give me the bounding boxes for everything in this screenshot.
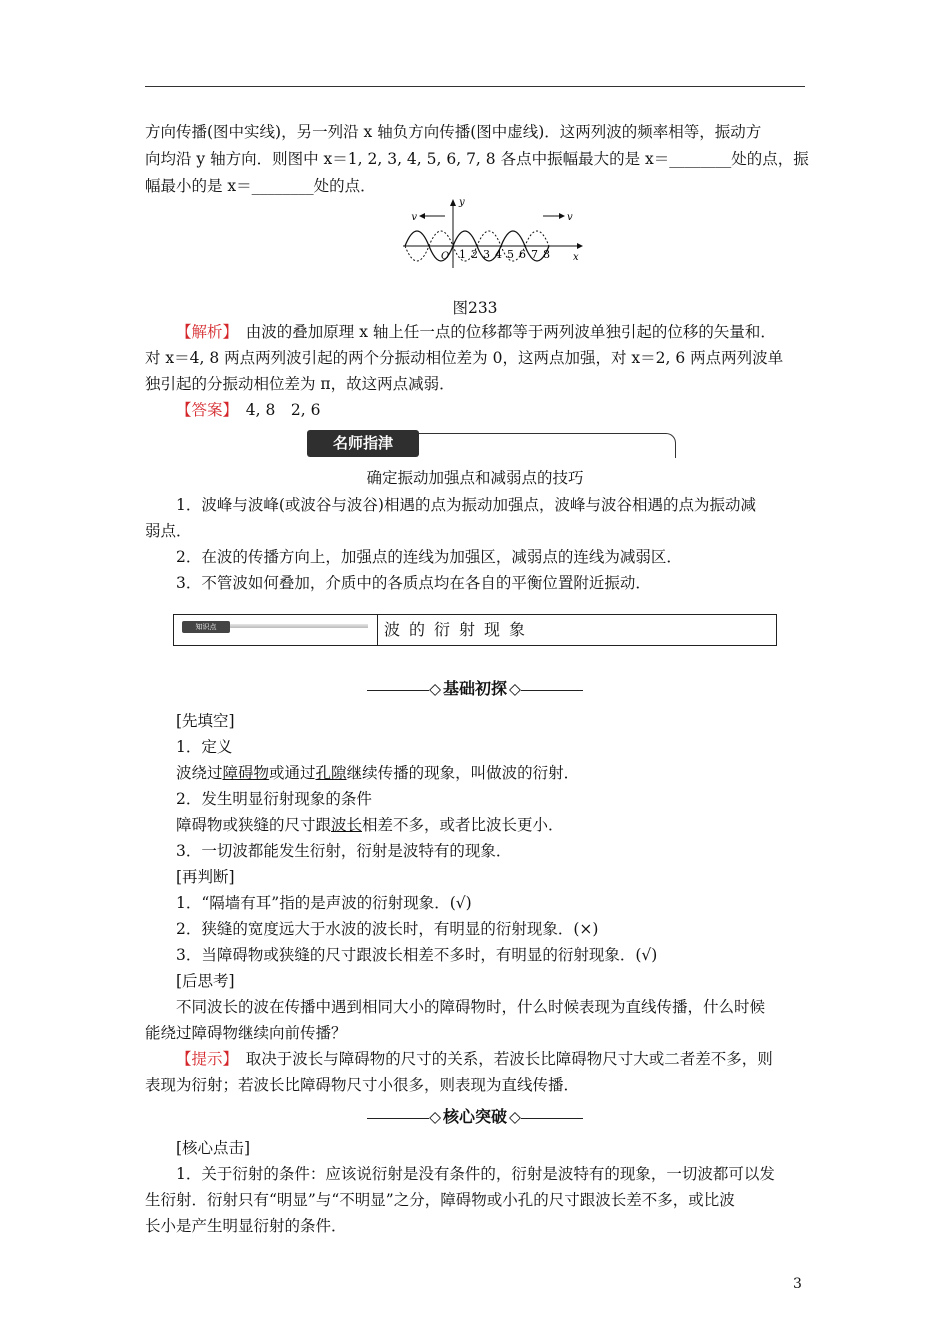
- answer-label: 【答案】: [176, 401, 231, 419]
- v-left-label: v: [411, 212, 417, 223]
- x-axis-label: x: [573, 252, 579, 263]
- hint-line-1: [145, 1047, 838, 1072]
- problem-line-2: 向均沿 y 轴方向．则图中 x＝1, 2, 3, 4, 5, 6, 7, 8 各点中振幅最大的是 x＝________处的点，振: [145, 150, 809, 168]
- analysis-line-1: [145, 320, 838, 345]
- tip-item-1a: 1．波峰与波峰(或波谷与波谷)相遇的点为振动加强点，波峰与波谷相遇的点为振动减: [176, 496, 756, 514]
- problem-line-1: 方向传播(图中实线)，另一列沿 x 轴负方向传播(图中虚线)．这两列波的频率相等，振动方: [145, 123, 762, 141]
- problem-line-3: 幅最小的是 x＝________处的点．: [145, 177, 376, 195]
- knowledge-banner: [173, 614, 777, 646]
- cond-text-b: 相差不多，或者比波长更小．: [362, 816, 564, 834]
- y-axis-label: y: [459, 197, 465, 208]
- page-number: 3: [793, 1276, 802, 1292]
- tick-labels: [459, 248, 550, 261]
- cond-text: [145, 813, 838, 838]
- cond-text-a: 障碍物或狭缝的尺寸跟: [176, 816, 332, 834]
- y-axis-arrow: [450, 199, 456, 206]
- tip-item-2: 2．在波的传播方向上，加强点的连线为加强区，减弱点的连线为减弱区．: [176, 548, 682, 566]
- analysis-label: 【解析】: [176, 323, 231, 341]
- x-axis-arrow: [577, 243, 583, 249]
- judge-1: 1．“隔墙有耳”指的是声波的衍射现象．(√): [176, 894, 472, 912]
- diamond-icon: ◇: [429, 1108, 441, 1126]
- core-header: [核心点击]: [176, 1139, 251, 1157]
- tip-item-3: 3．不管波如何叠加，介质中的各质点均在各自的平衡位置附近振动．: [176, 574, 651, 592]
- core-p1a: 1．关于衍射的条件：应该说衍射是没有条件的，衍射是波特有的现象，一切波都可以发: [176, 1165, 775, 1183]
- heading-dash-right: [521, 1118, 583, 1119]
- basics-item-3: 3．一切波都能发生衍射，衍射是波特有的现象．: [176, 842, 512, 860]
- def-text-b: 或通过: [269, 764, 316, 782]
- hint-label: 【提示】: [176, 1050, 231, 1068]
- knowledge-tag-cell: [174, 615, 378, 645]
- heading-dash-left: [367, 1118, 429, 1119]
- knowledge-tag: 知识点: [182, 621, 230, 633]
- analysis-text-1: 由波的叠加原理 x 轴上任一点的位移都等于两列波单独引起的位移的矢量和．: [245, 323, 776, 341]
- judge-3: 3．当障碍物或狭缝的尺寸跟波长相差不多时，有明显的衍射现象．(√): [176, 946, 658, 964]
- figure-caption: 图233: [452, 299, 498, 317]
- diamond-icon: ◇: [509, 1108, 521, 1126]
- def-title: 1．定义: [176, 738, 233, 756]
- analysis-line-3: 独引起的分振动相位差为 π，故这两点减弱．: [145, 375, 455, 393]
- wave-figure: [395, 196, 595, 270]
- def-underline-1: 障碍物: [222, 764, 270, 782]
- think-a: 不同波长的波在传播中遇到相同大小的障碍物时，什么时候表现为直线传播，什么时候: [176, 998, 766, 1016]
- knowledge-title: 波的衍射现象: [384, 620, 535, 639]
- judge-2: 2．狭缝的宽度远大于水波的波长时，有明显的衍射现象．(×): [176, 920, 599, 938]
- tick-label: 6: [519, 248, 526, 261]
- tick-label: 8: [543, 248, 550, 261]
- left-arrow-head: [419, 213, 425, 219]
- analysis-line-2: 对 x＝4, 8 两点两列波引起的两个分振动相位差为 0，这两点加强，对 x＝2, 6 两点两列波单: [145, 349, 784, 367]
- core-p1c: 长小是产生明显衍射的条件．: [145, 1217, 347, 1235]
- knowledge-bar: [230, 624, 368, 628]
- tick-label: 7: [531, 248, 538, 261]
- judge-header: [再判断]: [176, 868, 235, 886]
- tick-label: 5: [507, 248, 514, 261]
- tip-banner: [307, 430, 677, 460]
- answer-line: [145, 398, 838, 423]
- tick-label: 1: [459, 248, 466, 261]
- header-rule: [145, 86, 805, 87]
- core-heading-text: 核心突破: [442, 1107, 507, 1126]
- hint-text-a: 取决于波长与障碍物的尺寸的关系，若波长比障碍物尺寸大或二者差不多，则: [245, 1050, 773, 1068]
- tip-banner-frame: [419, 433, 676, 458]
- v-right-label: v: [567, 212, 573, 223]
- tip-item-1b: 弱点．: [145, 522, 192, 540]
- heading-dash-left: [367, 690, 429, 691]
- tick-label: 4: [495, 248, 502, 261]
- tip-label: 名师指津: [307, 430, 419, 457]
- diamond-icon: ◇: [509, 680, 521, 698]
- tick-label: 3: [483, 248, 490, 261]
- think-b: 能绕过障碍物继续向前传播？: [145, 1024, 347, 1042]
- origin-label: O: [441, 251, 450, 262]
- hint-b: 表现为衍射；若波长比障碍物尺寸小很多，则表现为直线传播．: [145, 1076, 580, 1094]
- fill-header: [先填空]: [176, 712, 235, 730]
- tick-label: 2: [471, 248, 478, 261]
- def-underline-2: 孔隙: [315, 764, 347, 782]
- def-text-c: 继续传播的现象，叫做波的衍射．: [346, 764, 580, 782]
- basics-heading-text: 基础初探: [442, 679, 507, 698]
- answer-text: 4, 8 2, 6: [245, 401, 321, 419]
- heading-dash-right: [521, 690, 583, 691]
- core-heading: [0, 1104, 950, 1127]
- diamond-icon: ◇: [429, 680, 441, 698]
- def-text: [145, 761, 838, 786]
- cond-title: 2．发生明显衍射现象的条件: [176, 790, 372, 808]
- basics-heading: [0, 676, 950, 699]
- tip-title: 确定振动加强点和减弱点的技巧: [366, 469, 584, 487]
- think-header: [后思考]: [176, 972, 235, 990]
- cond-underline: 波长: [331, 816, 363, 834]
- core-p1b: 生衍射．衍射只有“明显”与“不明显”之分，障碍物或小孔的尺寸跟波长差不多，或比波: [145, 1191, 735, 1209]
- right-arrow-head: [559, 213, 565, 219]
- def-text-a: 波绕过: [176, 764, 223, 782]
